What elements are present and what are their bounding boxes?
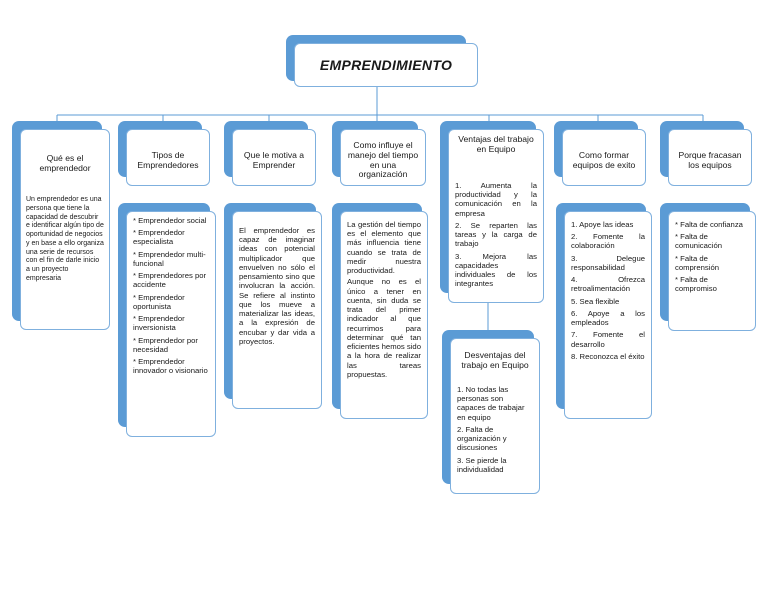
list-item: * Falta de compromiso — [675, 275, 717, 294]
list-item: 5. Sea flexible — [571, 296, 620, 306]
node-que-es-emprendedor — [12, 121, 110, 331]
node-paragraph: Aunque no es el único a tener en cuenta, sin duda se trata del primer indicador al que recurrimos para determinar qué tan eficientes hemos sido a la hora de realizar las tareas propuestas. — [347, 277, 421, 379]
list-item: * Emprendedor por necesidad — [133, 335, 198, 354]
node-title: Como formar equipos de exito — [572, 149, 636, 170]
list-item: 2. Fomente la colaboración — [571, 232, 645, 251]
list-item: * Falta de comprensión — [675, 253, 720, 272]
node-fracasan-list — [660, 203, 756, 331]
list-item: 2. Falta de organización y discusiones — [457, 424, 507, 453]
node-desventajas — [442, 330, 540, 494]
node-motiva-body — [224, 203, 322, 409]
list-item: 7. Fomente el desarrollo — [571, 330, 645, 349]
node-title: Desventajas del trabajo en Equipo — [461, 350, 529, 370]
root-node — [286, 35, 478, 87]
node-tiempo-body — [332, 203, 428, 419]
list-item: 8. Reconozca el éxito — [571, 351, 645, 361]
list-item: * Falta de comunicación — [675, 232, 723, 251]
list-item: * Emprendedor social — [133, 216, 207, 225]
list-item: * Falta de confianza — [675, 220, 743, 229]
list-item: 6. Apoye a los empleados — [571, 308, 645, 328]
node-title: Porque fracasan los equipos — [678, 149, 742, 170]
list-item: * Emprendedor inversionista — [133, 314, 185, 333]
node-title: Como influye el manejo del tiempo en una organización — [347, 139, 419, 180]
desventajas-list — [457, 385, 533, 474]
list-item: 3. Delegue responsabilidad — [571, 253, 645, 272]
node-motiva-header — [224, 121, 316, 187]
node-title: Qué es el emprendedor — [39, 153, 91, 173]
formar-list — [571, 220, 645, 361]
node-fracasan-header — [660, 121, 752, 187]
node-tipos-list — [118, 203, 216, 437]
list-item: 3. Mejora las capacidades individuales de los integrantes — [455, 251, 537, 289]
list-item: 1. Aumenta la productividad y la comunicación en la empresa — [455, 181, 537, 218]
node-title: Ventajas del trabajo en Equipo — [458, 134, 534, 154]
list-item: 4. Ofrezca retroalimentación — [571, 275, 645, 294]
node-title: Tipos de Emprendedores — [137, 149, 199, 170]
node-ventajas — [440, 121, 544, 303]
root-title: EMPRENDIMIENTO — [319, 57, 453, 73]
fracasan-list — [675, 220, 749, 294]
list-item: * Emprendedor oportunista — [133, 292, 185, 311]
list-item: * Emprendedor innovador o visionario — [133, 357, 208, 376]
node-formar-list — [556, 203, 652, 419]
node-paragraph: La gestión del tiempo es el elemento que más influencia tiene cuando se trata de medir nuestra productividad. — [347, 220, 421, 276]
tipos-list — [133, 216, 209, 376]
list-item: 2. Se reparten las tareas y la carga de trabajo — [455, 220, 537, 249]
ventajas-list — [455, 181, 537, 289]
node-body: Un emprendedor es una persona que tiene la capacidad de descubrir e identificar algún tipo de oportunidad de negocios y en base a ello organiza una serie de recursos con el fin de darle inicio a un proyecto empresaria — [26, 196, 104, 282]
node-tiempo-header — [332, 121, 426, 187]
node-tipos-header — [118, 121, 210, 187]
node-formar-header — [554, 121, 646, 187]
list-item: * Emprendedor multi-funcional — [133, 249, 206, 268]
node-title: Que le motiva a Emprender — [243, 149, 305, 170]
list-item: 1. No todas las personas son capaces de trabajar en equipo — [457, 385, 525, 422]
list-item: 3. Se pierde la individualidad — [457, 455, 507, 474]
node-body: El emprendedor es capaz de imaginar ideas con potencial multiplicador que envuelven no sólo el pensamiento sino que involucran la acción. Se refiere al instinto que los mueve a materializar las ideas, a la expresión de encubar y dar vida a proyectos. — [239, 226, 315, 346]
list-item: 1. Apoye las ideas — [571, 220, 634, 229]
list-item: * Emprendedor especialista — [133, 228, 185, 247]
list-item: * Emprendedores por accidente — [133, 271, 207, 290]
